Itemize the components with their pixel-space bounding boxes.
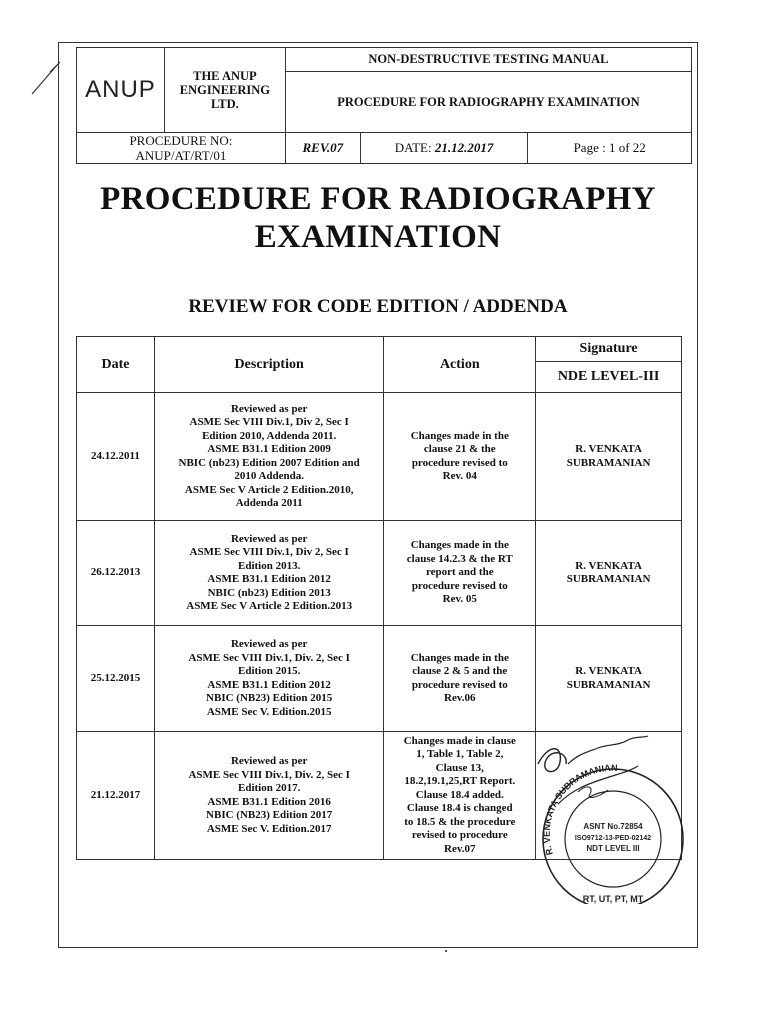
procedure-number <box>77 133 286 164</box>
stamp-asnt: ASNT No.72854 <box>583 822 643 831</box>
description-line: Reviewed as per <box>230 532 308 545</box>
row-action <box>384 732 536 860</box>
description-line: ASME Sec V Article 2 Edition.2013 <box>186 600 353 612</box>
description-line: ASME Sec VIII Div.1, Div. 2, Sec I <box>188 651 350 664</box>
row-date: 24.12.2011 <box>77 393 155 521</box>
action-line: Changes made in clause <box>403 734 516 747</box>
description-line: ASME B31.1 Edition 2012 <box>207 573 331 585</box>
title-line: EXAMINATION <box>254 219 502 255</box>
signature-line: SUBRAMANIAN <box>566 573 651 585</box>
description-line: NBIC (NB23) Edition 2017 <box>206 809 333 821</box>
action-line: Clause 13, <box>435 761 484 774</box>
header-description: Description <box>154 337 383 393</box>
description-line: Edition 2017. <box>237 782 301 794</box>
scan-speck <box>445 950 447 952</box>
signature-line: SUBRAMANIAN <box>566 456 651 469</box>
table-row <box>77 626 682 732</box>
company-line: LTD. <box>211 97 239 111</box>
description-line: ASME B31.1 Edition 2009 <box>207 443 331 455</box>
description-line: ASME B31.1 Edition 2016 <box>207 795 331 808</box>
description-line: Edition 2015. <box>237 665 301 677</box>
date-label: DATE: <box>394 140 432 155</box>
action-line: procedure revised to <box>411 678 508 691</box>
svg-text:R. VENKATA SUBRAMANIAN <box>542 763 618 857</box>
manual-title: NON-DESTRUCTIVE TESTING MANUAL <box>285 48 691 72</box>
table-row <box>77 393 682 521</box>
description-line: ASME Sec V. Edition.2017 <box>206 822 332 835</box>
company-line: THE ANUP <box>193 69 257 83</box>
header-action: Action <box>384 337 536 393</box>
row-date: 26.12.2013 <box>77 521 155 626</box>
description-line: ASME Sec VIII Div.1, Div. 2, Sec I <box>188 768 350 781</box>
signature-line: R. VENKATA <box>575 665 642 677</box>
description-line: ASME Sec VIII Div.1, Div 2, Sec I <box>189 416 349 428</box>
action-line: 18.2,19.1,25,RT Report. <box>404 775 516 788</box>
description-line: Reviewed as per <box>230 638 308 650</box>
stamp-methods: RT, UT, PT, MT <box>582 894 644 904</box>
description-line: NBIC (NB23) Edition 2015 <box>206 692 333 704</box>
header-signature: Signature <box>536 337 682 362</box>
action-line: Changes made in the <box>410 651 509 664</box>
procedure-no-value: ANUP/AT/RT/01 <box>135 148 227 163</box>
signature-line: R. VENKATA <box>575 443 642 455</box>
table-row <box>77 521 682 626</box>
row-action <box>384 626 536 732</box>
action-line: to 18.5 & the procedure <box>404 815 516 828</box>
procedure-title: PROCEDURE FOR RADIOGRAPHY EXAMINATION <box>285 72 691 133</box>
row-signature <box>536 393 682 521</box>
action-line: Rev. 04 <box>442 470 477 482</box>
action-line: Clause 18.4 added. <box>415 788 504 801</box>
date-value: 21.12.2017 <box>434 140 494 155</box>
row-date: 21.12.2017 <box>77 732 155 860</box>
description-line: Reviewed as per <box>230 402 308 415</box>
action-line: Rev. 05 <box>442 593 477 606</box>
action-line: Rev.06 <box>444 692 476 704</box>
document-header <box>76 47 692 164</box>
action-line: 1, Table 1, Table 2, <box>416 748 504 761</box>
description-line: NBIC (nb23) Edition 2013 <box>207 586 331 599</box>
action-line: procedure revised to <box>411 579 508 592</box>
company-line: ENGINEERING <box>179 83 271 97</box>
description-line: Edition 2010, Addenda 2011. <box>202 429 337 442</box>
action-line: clause 2 & 5 and the <box>412 665 508 677</box>
header-nde-level: NDE LEVEL-III <box>536 362 682 393</box>
review-table <box>76 336 682 904</box>
row-signature <box>536 732 682 904</box>
description-line: Addenda 2011 <box>235 497 303 509</box>
description-line: Reviewed as per <box>230 755 308 767</box>
procedure-no-label: PROCEDURE NO: <box>129 133 233 148</box>
logo-text: ANUP <box>85 76 156 103</box>
action-line: Clause 18.4 is changed <box>406 802 513 815</box>
action-line: Changes made in the <box>410 539 509 552</box>
row-description <box>154 521 383 626</box>
company-logo <box>77 48 165 133</box>
action-line: Rev.07 <box>444 842 476 855</box>
page-number: Page : 1 of 22 <box>528 133 692 164</box>
description-line: ASME B31.1 Edition 2012 <box>207 678 331 691</box>
row-description <box>154 393 383 521</box>
page-title <box>58 180 698 256</box>
action-line: Changes made in the <box>410 429 509 442</box>
action-line: revised to procedure <box>411 829 508 842</box>
description-line: NBIC (nb23) Edition 2007 Edition and <box>178 456 360 469</box>
signature-line: R. VENKATA <box>575 559 642 572</box>
row-signature <box>536 521 682 626</box>
description-line: ASME Sec V Article 2 Edition.2010, <box>184 483 354 496</box>
stamp-ring-name: R. VENKATA SUBRAMANIAN <box>541 762 618 857</box>
company-name <box>164 48 285 133</box>
action-line: procedure revised to <box>411 456 508 469</box>
row-action <box>384 521 536 626</box>
description-line: Edition 2013. <box>237 559 301 572</box>
corner-pen-mark <box>30 58 64 98</box>
action-line: clause 21 & the <box>423 443 496 455</box>
signature-line: SUBRAMANIAN <box>566 678 651 691</box>
stamp-iso: ISO9712-13-PED-02142 <box>575 835 652 842</box>
row-description <box>154 732 383 860</box>
description-line: ASME Sec VIII Div.1, Div 2, Sec I <box>189 546 349 558</box>
description-line: ASME Sec V. Edition.2015 <box>206 705 332 718</box>
action-line: clause 14.2.3 & the RT <box>406 552 513 565</box>
row-description <box>154 626 383 732</box>
title-line: PROCEDURE FOR RADIOGRAPHY <box>100 181 656 217</box>
revision: REV.07 <box>285 133 360 164</box>
stamp-level: NDT LEVEL III <box>586 844 640 853</box>
document-date <box>360 133 528 164</box>
section-subtitle: REVIEW FOR CODE EDITION / ADDENDA <box>188 296 568 317</box>
row-signature <box>536 626 682 732</box>
table-row <box>77 732 682 860</box>
row-date: 25.12.2015 <box>77 626 155 732</box>
action-line: report and the <box>425 566 494 579</box>
description-line: 2010 Addenda. <box>234 470 305 482</box>
row-action <box>384 393 536 521</box>
header-date: Date <box>77 337 155 393</box>
